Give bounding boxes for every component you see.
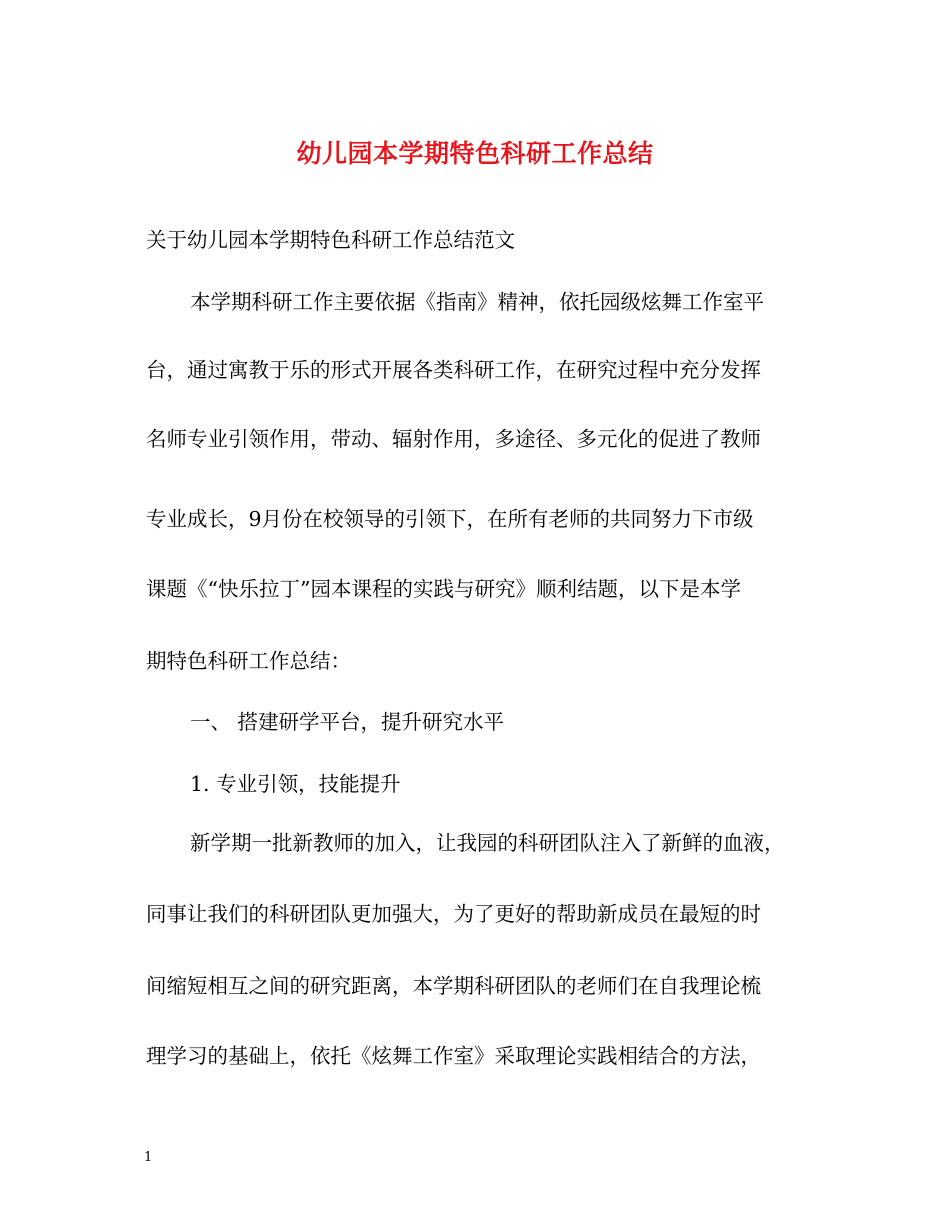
paragraph-line: 新学期一批新教师的加入，让我园的科研团队注入了新鲜的血液， (190, 831, 785, 855)
paragraph-line: 台，通过寓教于乐的形式开展各类科研工作，在研究过程中充分发挥 (146, 358, 761, 382)
paragraph-line: 本学期科研工作主要依据《指南》精神，依托园级炫舞工作室平 (190, 290, 764, 314)
paragraph-line: 课题《“快乐拉丁”园本课程的实践与研究》顺利结题，以下是本学 (146, 577, 741, 601)
paragraph-line: 名师专业引领作用，带动、辐射作用，多途径、多元化的促进了教师 (146, 427, 761, 451)
paragraph-line: 理学习的基础上，依托《炫舞工作室》采取理论实践相结合的方法， (146, 1044, 761, 1068)
document-subtitle: 关于幼儿园本学期特色科研工作总结范文 (146, 228, 515, 252)
document-title: 幼儿园本学期特色科研工作总结 (296, 139, 654, 168)
subsection-heading: 1. 专业引领，技能提升 (190, 772, 401, 796)
paragraph-line: 间缩短相互之间的研究距离，本学期科研团队的老师们在自我理论梳 (146, 974, 761, 998)
paragraph-line: 同事让我们的科研团队更加强大，为了更好的帮助新成员在最短的时 (146, 902, 761, 926)
section-heading: 一、 搭建研学平台，提升研究水平 (190, 710, 505, 734)
paragraph-line: 期特色科研工作总结： (146, 649, 351, 673)
page-number: 1 (144, 1150, 153, 1165)
paragraph-line: 专业成长，9月份在校领导的引领下，在所有老师的共同努力下市级 (146, 507, 754, 531)
